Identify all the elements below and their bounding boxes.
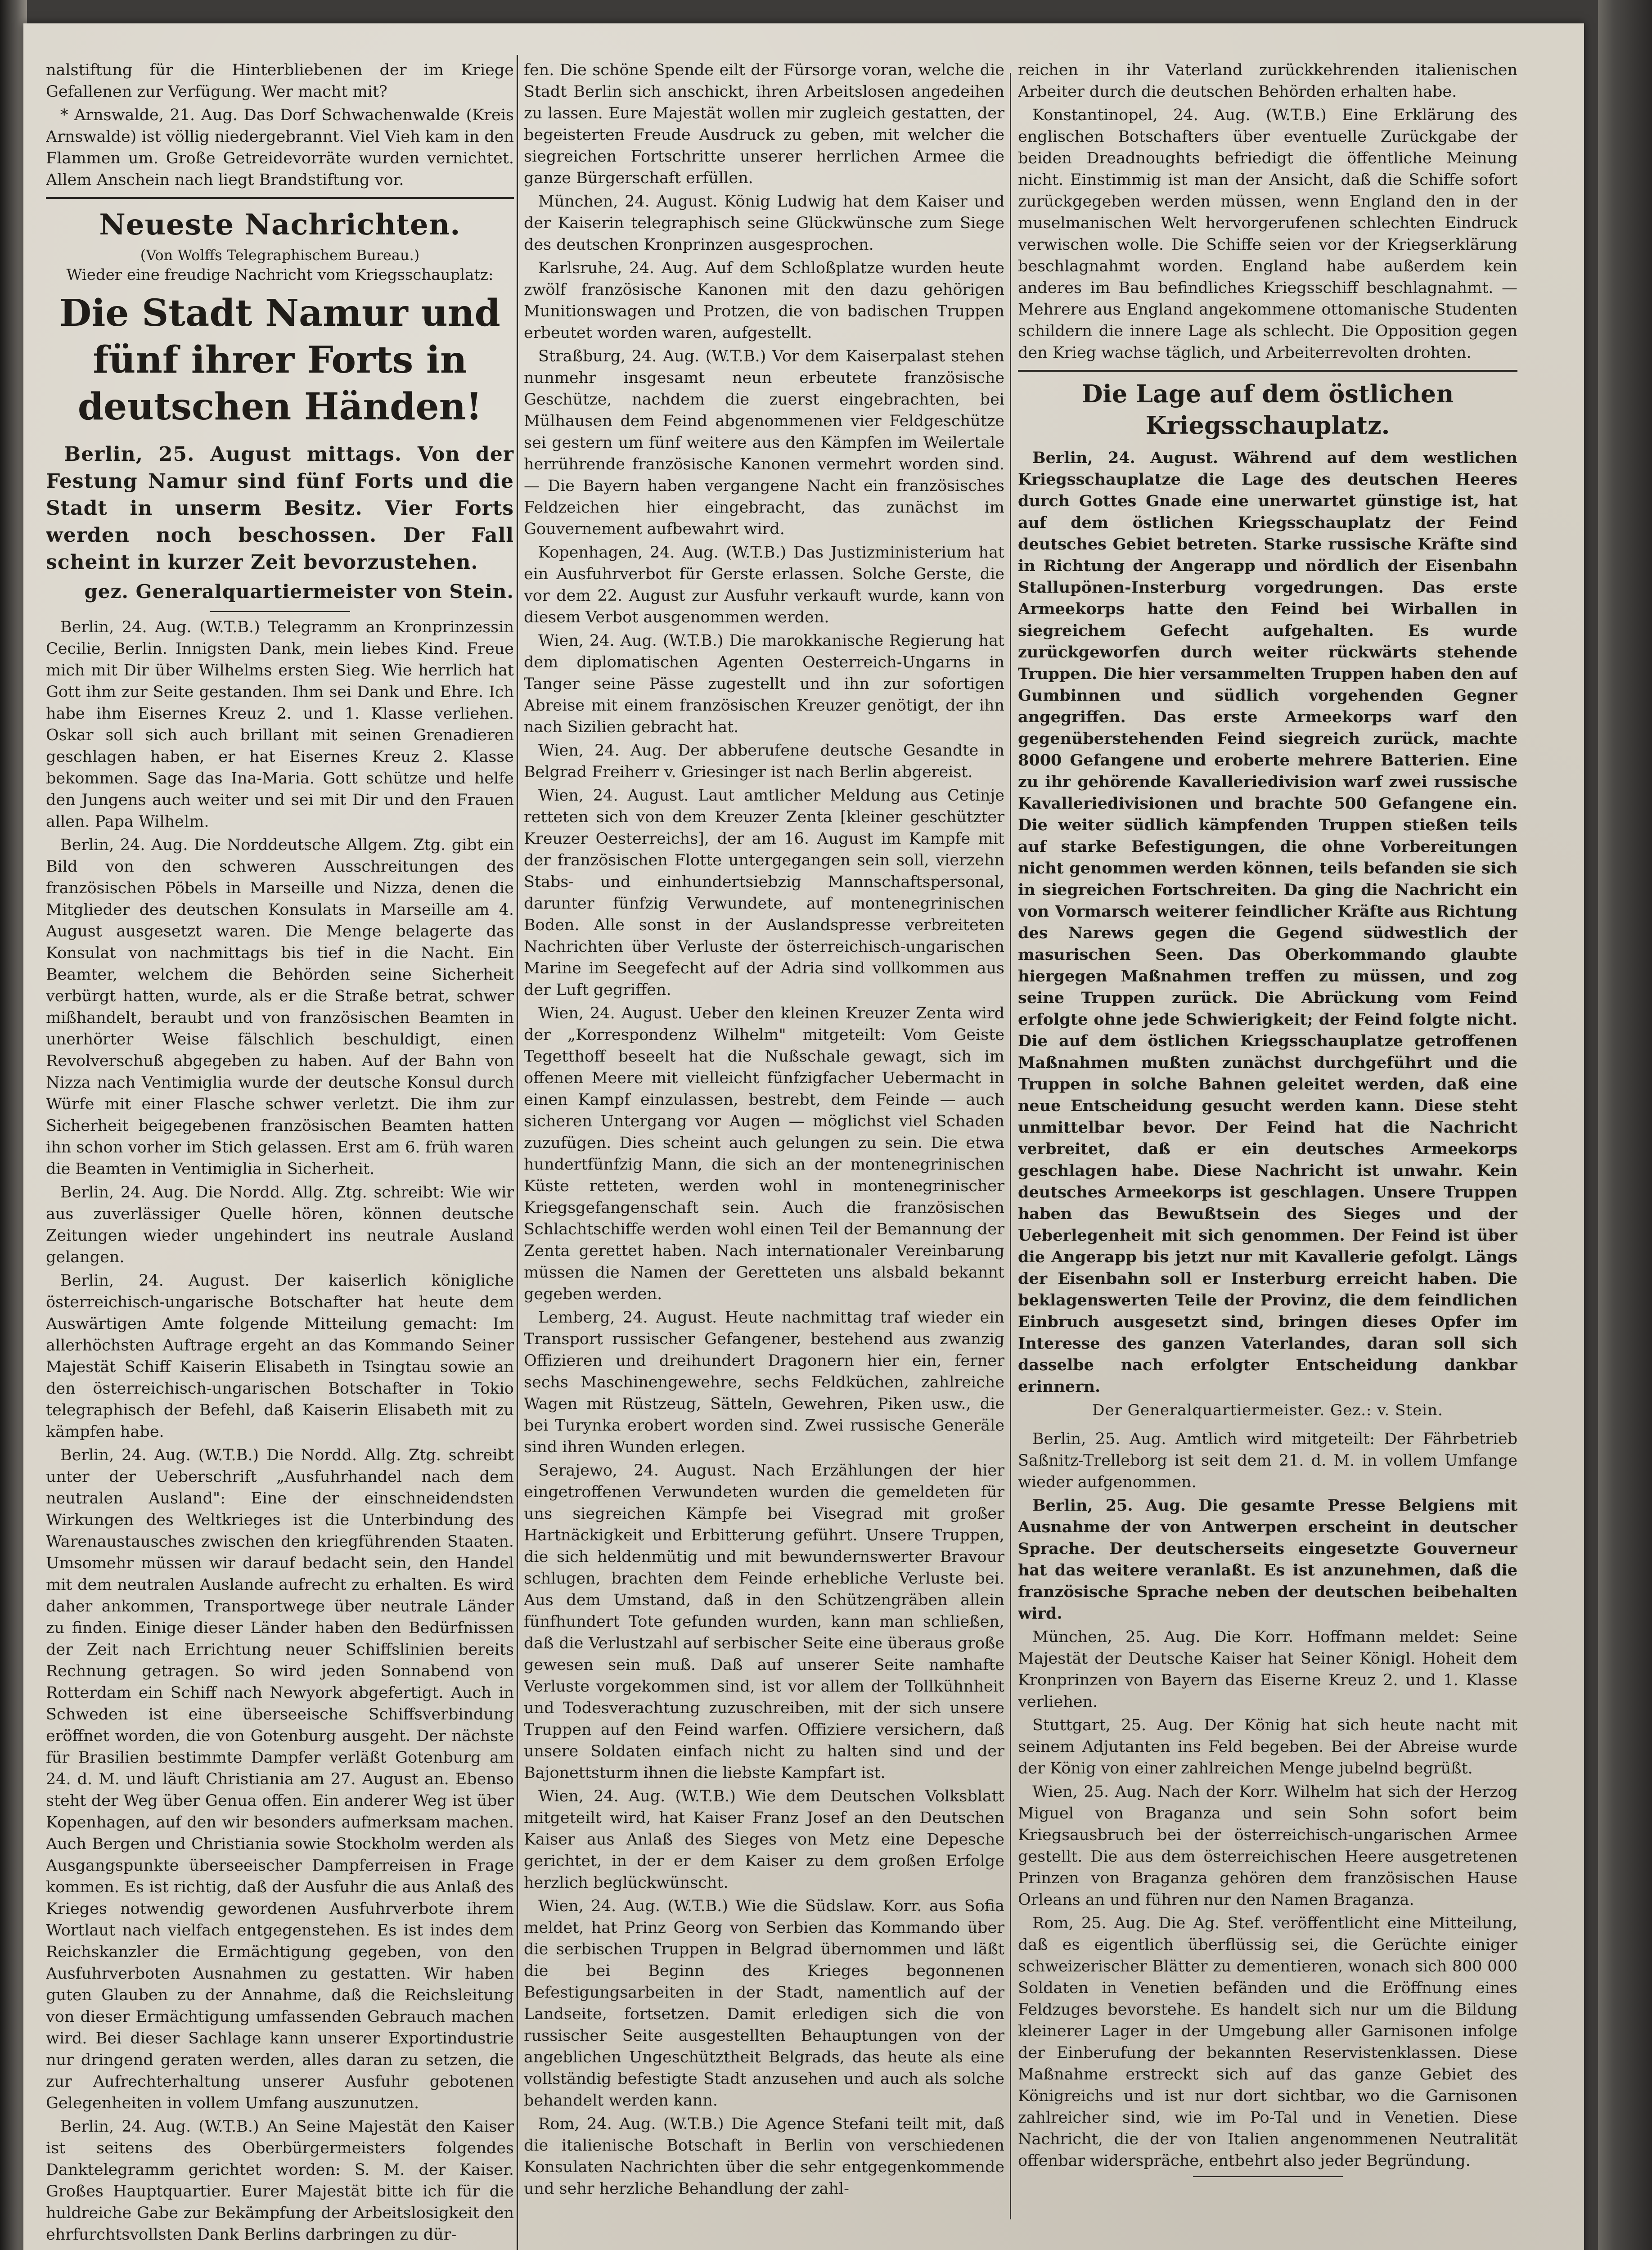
- column-3: [1018, 59, 1517, 2250]
- short-divider: [210, 611, 350, 612]
- article-paragraph: * Arnswalde, 21. Aug. Das Dorf Schwachenwalde (Kreis Arnswalde) ist völlig niedergebrannt. Viel Vieh kam in den Flammen um. Große Getreidevorräte wurden vernichtet. Allem Anschein nach liegt Brandstiftung vor.: [46, 106, 514, 189]
- article-paragraph: Rom, 24. Aug. (W.T.B.) Die Agence Stefani teilt mit, daß die italienische Botschaft in Berlin von verschiedenen Konsulaten Nachrichten über die sehr entgegenkommende und sehr herzliche Behandlung der zahl-: [524, 2115, 1004, 2198]
- article-paragraph: Wien, 24. Aug. Der abberufene deutsche Gesandte in Belgrad Freiherr v. Griesinger ist nach Berlin abgereist.: [524, 742, 1004, 781]
- column-1: [46, 59, 514, 2250]
- article-paragraph: Berlin, 24. Aug. (W.T.B.) An Seine Majestät den Kaiser ist seitens des Oberbürgermeisters folgendes Danktelegramm gerichtet worden: S. M. der Kaiser. Großes Hauptquartier. Eurer Majestät bitte ich für die huldreiche Gabe zur Bekämpfung der Arbeitslosigkeit den ehrfurchtsvollsten Dank Berlins darbringen zu dür-: [46, 2118, 514, 2244]
- section-source: (Von Wolffs Telegraphischem Bureau.): [140, 247, 420, 264]
- column-rule-1: [517, 55, 518, 2250]
- scan-right-edge: [1598, 0, 1652, 2250]
- section-title: Neueste Nachrichten.: [99, 208, 461, 242]
- column-2: [524, 59, 1004, 2250]
- article-paragraph: Stuttgart, 25. Aug. Der König hat sich heute nacht mit seinem Adjutanten ins Feld begeben. Bei der Abreise wurde der König von einer zahlreichen Menge jubelnd begrüßt.: [1018, 1716, 1517, 1778]
- article-paragraph: Berlin, 24. Aug. (W.T.B.) Die Nordd. Allg. Ztg. schreibt unter der Ueberschrift „Ausfuhrhandel nach dem neutralen Ausland": Eine der einschneidendsten Wirkungen des Weltkrieges ist die Unterbindung des Warenaustausches zwischen den kriegführenden Staaten. Umsomehr müssen wir darauf bedacht sein, den Handel mit dem neutralen Auslande aufrecht zu erhalten. Es wird daher ankommen, Transportwege über neutrale Länder zu finden. Einige dieser Länder haben den Bedürfnissen der Zeit nach Errichtung neuer Schiffslinien bereits Rechnung getragen. So wird jeden Sonnabend von Rotterdam ein Schiff nach Newyork abgefertigt. Auch in Schweden ist eine überseeische Schiffsverbindung eröffnet worden, die von Gotenburg ausgeht. Der nächste für Brasilien bestimmte Dampfer verläßt Gotenburg am 24. d. M. und läuft Christiania am 27. August an. Ebenso steht der Weg über Genua offen. Ein anderer Weg ist über Kopenhagen, auf den wir besonders aufmerksam machen. Auch Bergen und Christiania sowie Stockholm werden als Ausgangspunkte überseeischer Dampferreisen in Frage kommen. Es ist richtig, daß der Ausfuhr die aus Anlaß des Krieges notwendig gewordenen Ausfuhrverbote ihrem Wortlaut nach vielfach entgegenstehen. Es ist indes dem Reichskanzler die Ermächtigung gegeben, von den Ausfuhrverboten Ausnahmen zu gestatten. Wir haben guten Glauben zu der Annahme, daß die Reichsleitung von dieser Ermächtigung umfassenden Gebrauch machen wird. Bei dieser Sachlage kann unserer Exportindustrie nur dringend geraten werden, alles daran zu setzen, die zur Aufrechterhaltung unserer Ausfuhr gebotenen Gelegenheiten in vollem Umfang auszunutzen.: [46, 1446, 514, 2112]
- article-paragraph: Lemberg, 24. August. Heute nachmittag traf wieder ein Transport russischer Gefangener, bestehend aus zwanzig Offizieren und dreihundert Dragonern hier ein, ferner sechs Maschinengewehre, sechs Feldküchen, zahlreiche Wagen mit Rüstzeug, Sätteln, Gewehren, Piken usw., die bei Turynka erobert worden sind. Zwei russische Generäle sind ihren Wunden erlegen.: [524, 1309, 1004, 1456]
- article-paragraph: Kopenhagen, 24. Aug. (W.T.B.) Das Justizministerium hat ein Ausfuhrverbot für Gerste erlassen. Solche Gerste, die vor dem 22. August zur Ausfuhr verkauft wurde, kann von diesem Verbot ausgenommen werden.: [524, 544, 1004, 626]
- bulletin-text: Berlin, 25. August mittags. Von der Festung Namur sind fünf Forts und die Stadt in unserm Besitz. Vier Forts werden noch beschossen. Der Fall scheint in kurzer Zeit bevorzustehen.: [46, 443, 514, 574]
- section-title-east: Die Lage auf dem östlichen Kriegsschauplatz.: [1081, 379, 1454, 440]
- newspaper-page: [23, 23, 1584, 2250]
- report-paragraph: Berlin, 24. August. Während auf dem westlichen Kriegsschauplatze die Lage des deutschen Heeres durch Gottes Gnade eine unerwartet günstige ist, hat auf dem östlichen Kriegsschauplatz der Feind deutsches Gebiet betreten. Starke russische Kräfte sind in Richtung der Angerapp und nördlich der Eisenbahn Stallupönen-Insterburg vorgedrungen. Das erste Armeekorps hatte den Feind bei Wirballen in siegreichem Gefecht aufgehalten. Es wurde zurückgeworfen durch weiter rückwärts stehende Truppen. Die hier versammelten Truppen haben den auf Gumbinnen und südlich vorgehenden Gegner angegriffen. Das erste Armeekorps warf den gegenüberstehenden Feind siegreich zurück, machte 8000 Gefangene und eroberte mehrere Batterien. Eine zu ihr gehörende Kavalleriedivision warf zwei russische Kavalleriedivisionen und brachte 500 Gefangene ein. Die weiter südlich kämpfenden Truppen stießen teils auf starke Befestigungen, die ohne Vorbereitungen nicht genommen werden können, teils befanden sie sich in siegreichen Fortschreiten. Da ging die Nachricht ein von Vormarsch weiterer feindlicher Kräfte aus Richtung des Narews gegen die Gegend südwestlich der masurischen Seen. Das Oberkommando glaubte hiergegen Maßnahmen treffen zu müssen, und zog seine Truppen zurück. Die Abrückung vom Feind erfolgte ohne jede Schwierigkeit; der Feind folgte nicht. Die auf dem östlichen Kriegsschauplatze getroffenen Maßnahmen mußten zunächst durchgeführt und die Truppen in solche Bahnen geleitet werden, daß eine neue Entscheidung gesucht werden kann. Diese steht unmittelbar bevor. Der Feind hat die Nachricht verbreitet, daß er ein deutsches Armeekorps geschlagen habe. Diese Nachricht ist unwahr. Kein deutsches Armeekorps ist geschlagen. Unsere Truppen haben das Bewußtsein des Sieges und der Ueberlegenheit mit sich genommen. Der Feind ist über die Angerapp bis jetzt nur mit Kavallerie gefolgt. Längs der Eisenbahn soll er Insterburg erreicht haben. Die beklagenswerten Teile der Provinz, die dem feindlichen Einbruch ausgesetzt sind, bringen dieses Opfer im Interesse des ganzen Vaterlandes, daran soll sich dasselbe nach erfolgter Entscheidung dankbar erinnern.: [1018, 449, 1517, 1396]
- article-paragraph: Rom, 25. Aug. Die Ag. Stef. veröffentlicht eine Mitteilung, daß es eigentlich überflüssig sei, die Gerüchte einiger schweizerischer Blätter zu dementieren, wonach sich 800 000 Soldaten in Venetien befänden und die Eröffnung eines Feldzuges bevorstehe. Es handelt sich nur um die Bildung kleinerer Lager in der Umgebung aller Garnisonen infolge der Einberufung der bekannten Reservistenklassen. Diese Maßnahme erstreckt sich auf das ganze Gebiet des Königreichs und ist nur dort sichtbar, wo die Garnisonen zahlreicher sind, wie im Po-Tal und in Venetien. Diese Nachricht, die der von Italien angenommenen Neutralität offenbar widerspräche, entbehrt also jeder Begründung.: [1018, 1914, 1517, 2170]
- article-paragraph: München, 24. August. König Ludwig hat dem Kaiser und der Kaiserin telegraphisch seine Glückwünsche zum Siege des deutschen Kronprinzen ausgesprochen.: [524, 193, 1004, 254]
- main-headline: Die Stadt Namur und fünf ihrer Forts in deutschen Händen!: [59, 292, 500, 428]
- article-paragraph: reichen in ihr Vaterland zurückkehrenden italienischen Arbeiter durch die deutschen Behörden erhalten habe.: [1018, 61, 1517, 101]
- article-paragraph: Berlin, 25. Aug. Die gesamte Presse Belgiens mit Ausnahme der von Antwerpen erscheint in deutscher Sprache. Der deutscherseits eingesetzte Gouverneur hat das weitere veranlaßt. Es ist anzunehmen, daß die französische Sprache neben der deutschen beibehalten wird.: [1018, 1496, 1517, 1623]
- article-paragraph: Wien, 24. Aug. (W.T.B.) Wie die Südslaw. Korr. aus Sofia meldet, hat Prinz Georg von Serbien das Kommando über die serbischen Truppen in Belgrad übernommen und läßt die bei Beginn des Krieges begonnenen Befestigungsarbeiten in der Stadt, namentlich auf der Landseite, fortsetzen. Damit erledigen sich die von russischer Seite ausgestellten Behauptungen von der angeblichen Ungeschütztheit Belgrads, das heute als eine vollständig befestigte Stadt anzusehen und auch als solche behandelt werden kann.: [524, 1897, 1004, 2110]
- section-divider: [1018, 370, 1517, 372]
- article-paragraph: München, 25. Aug. Die Korr. Hoffmann meldet: Seine Majestät der Deutsche Kaiser hat Seiner Königl. Hoheit dem Kronprinzen von Bayern das Eiserne Kreuz 2. und 1. Klasse verliehen.: [1018, 1628, 1517, 1711]
- article-paragraph: Wien, 24. Aug. (W.T.B.) Wie dem Deutschen Volksblatt mitgeteilt wird, hat Kaiser Franz Josef an den Deutschen Kaiser aus Anlaß des Sieges von Metz eine Depesche gerichtet, in der er dem Kaiser zu dem großen Erfolge herzlich beglückwünscht.: [524, 1787, 1004, 1892]
- section-intro: Wieder eine freudige Nachricht vom Kriegsschauplatz:: [66, 266, 494, 284]
- article-paragraph: Straßburg, 24. Aug. (W.T.B.) Vor dem Kaiserpalast stehen nunmehr insgesamt neun erbeutete französische Geschütze, nachdem die zuerst eingebrachten, bei Mülhausen dem Feind abgenommenen vier Feldgeschütze sei gestern um fünf weitere aus den Kämpfen im Weilertale herrührende französische Kanonen vermehrt worden sind. — Die Bayern haben vergangene Nacht ein französisches Feldzeichen hier eingebracht, das zunächst im Gouvernement aufbewahrt wird.: [524, 347, 1004, 538]
- article-paragraph: Wien, 25. Aug. Nach der Korr. Wilhelm hat sich der Herzog Miguel von Braganza und sein Sohn sofort beim Kriegsausbruch bei der österreichisch-ungarischen Armee gestellt. Die aus dem österreichischen Heere ausgetretenen Prinzen von Braganza gehören dem französischen Hause Orleans an und führen nur den Namen Braganza.: [1018, 1783, 1517, 1909]
- article-paragraph: Berlin, 25. Aug. Amtlich wird mitgeteilt: Der Fährbetrieb Saßnitz-Trelleborg ist seit dem 21. d. M. in vollem Umfange wieder aufgenommen.: [1018, 1430, 1517, 1491]
- article-paragraph: Karlsruhe, 24. Aug. Auf dem Schloßplatze wurden heute zwölf französische Kanonen mit den dazu gehörigen Munitionswagen und Protzen, die von badischen Truppen erbeutet worden waren, aufgestellt.: [524, 259, 1004, 342]
- article-paragraph: Wien, 24. Aug. (W.T.B.) Die marokkanische Regierung hat dem diplomatischen Agenten Oesterreich-Ungarns in Tanger seine Pässe zugestellt und ihn zur sofortigen Abreise mit einem französischen Kreuzer genötigt, der ihn nach Sizilien gebracht hat.: [524, 632, 1004, 736]
- report-signature: Der Generalquartiermeister. Gez.: v. Stein.: [1092, 1401, 1443, 1419]
- article-paragraph: Serajewo, 24. August. Nach Erzählungen der hier eingetroffenen Verwundeten wurden die gemeldeten für uns siegreichen Kämpfe bei Visegrad mit großer Hartnäckigkeit und Erbitterung geführt. Unsere Truppen, die sich heldenmütig und mit bewundernswerter Bravour schlugen, brachten dem Feinde erhebliche Verluste bei. Aus dem Umstand, daß in den Schützengräben allein fünfhundert Tote gefunden wurden, kann man schließen, daß die Verlustzahl auf serbischer Seite eine überaus große gewesen sein muß. Daß auf unserer Seite namhafte Verluste vorgekommen sind, ist vor allem der Tollkühnheit und Todesverachtung zuzuschreiben, mit der sich unsere Truppen auf den Feind warfen. Offiziere versichern, daß unsere Soldaten einfach nicht zu halten sind und der Bajonettsturm ihnen die liebste Kampfart ist.: [524, 1462, 1004, 1782]
- article-paragraph: Berlin, 24. August. Der kaiserlich königliche österreichisch-ungarische Botschafter hat heute dem Auswärtigen Amte folgende Mitteilung gemacht: Im allerhöchsten Auftrage ergeht an das Kommando Seiner Majestät Schiff Kaiserin Elisabeth in Tsingtau sowie an den österreichisch-ungarischen Botschafter in Tokio telegraphisch der Befehl, daß Kaiserin Elisabeth mit zu kämpfen habe.: [46, 1272, 514, 1441]
- article-paragraph: Berlin, 24. Aug. Die Nordd. Allg. Ztg. schreibt: Wie wir aus zuverlässiger Quelle hören, können deutsche Zeitungen wieder ungehindert ins neutrale Ausland gelangen.: [46, 1184, 514, 1266]
- article-paragraph: Wien, 24. August. Laut amtlicher Meldung aus Cetinje retteten sich von dem Kreuzer Zenta [kleiner geschützter Kreuzer Oesterreichs], der am 16. August im Kampfe mit der französischen Flotte untergegangen sein soll, vierzehn Stabs- und einhundertsiebzig Mannschaftspersonal, darunter fünfzig Verwundete, auf montenegrinischen Boden. Alle sonst in der Auslandspresse verbreiteten Nachrichten über Verluste der österreichisch-ungarischen Marine im Seegefecht auf der Adria sind vollkommen aus der Luft gegriffen.: [524, 787, 1004, 999]
- bulletin-signature: gez. Generalquartiermeister von Stein.: [84, 580, 514, 603]
- article-paragraph: Berlin, 24. Aug. (W.T.B.) Telegramm an Kronprinzessin Cecilie, Berlin. Innigsten Dank, mein liebes Kind. Freue mich mit Dir über Wilhelms ersten Sieg. Wie herrlich hat Gott ihm zur Seite gestanden. Ihm sei Dank und Ehre. Ich habe ihm Eisernes Kreuz 2. und 1. Klasse verliehen. Oskar soll sich auch brillant mit seinen Grenadieren geschlagen haben, er hat Eisernes Kreuz 2. Klasse bekommen. Sage das Ina-Maria. Gott schütze und helfe den Jungens auch weiter und sei mit Dir und den Frauen allen. Papa Wilhelm.: [46, 618, 514, 831]
- article-paragraph: nalstiftung für die Hinterbliebenen der im Kriege Gefallenen zur Verfügung. Wer macht mit?: [46, 61, 514, 101]
- section-divider: [46, 197, 514, 199]
- article-paragraph: Berlin, 24. Aug. Die Norddeutsche Allgem. Ztg. gibt ein Bild von den schweren Ausschreitungen des französischen Pöbels in Marseille und Nizza, denen die Mitglieder des deutschen Konsulats in Marseille am 4. August ausgesetzt waren. Die Menge belagerte das Konsulat von nachmittags bis tief in die Nacht. Ein Beamter, welchem die Behörden seine Sicherheit verbürgt hatten, wurde, als er die Straße betrat, schwer mißhandelt, beraubt und von französischen Beamten in unerhörter Weise fälschlich beschuldigt, einen Revolverschuß abgegeben zu haben. Auf der Bahn von Nizza nach Ventimiglia wurde der deutsche Konsul durch Würfe mit einer Flasche schwer verletzt. Die ihm zur Sicherheit beigegebenen französischen Beamten hatten ihn schon vorher im Stich gelassen. Erst am 6. früh waren die Beamten in Ventimiglia in Sicherheit.: [46, 836, 514, 1178]
- article-paragraph: fen. Die schöne Spende eilt der Fürsorge voran, welche die Stadt Berlin sich anschickt, ihren Arbeitslosen angedeihen zu lassen. Eure Majestät wollen mir zugleich gestatten, der begeisterten Freude Ausdruck zu geben, mit welcher die siegreichen Fortschritte unserer herrlichen Armee die ganze Bürgerschaft erfüllen.: [524, 61, 1004, 187]
- end-divider: [1193, 2176, 1343, 2177]
- article-paragraph: Konstantinopel, 24. Aug. (W.T.B.) Eine Erklärung des englischen Botschafters über eventuelle Zurückgabe der beiden Dreadnoughts befriedigt die öffentliche Meinung nicht. Einstimmig ist man der Ansicht, daß die Schiffe sofort zurückgegeben werden müssen, wenn England den in der muselmanischen Welt hervorgerufenen schlechten Eindruck verwischen wolle. Die Schiffe seien vor der Kriegserklärung beschlagnahmt worden. England habe außerdem kein anderes im Bau befindliches Kriegsschiff beschlagnahmt. — Mehrere aus England angekommene ottomanische Studenten schildern die innere Lage als schlecht. Die Opposition gegen den Krieg wachse täglich, und Arbeiterrevolten drohten.: [1018, 106, 1517, 362]
- scan-left-edge: [0, 0, 27, 2250]
- article-paragraph: Wien, 24. August. Ueber den kleinen Kreuzer Zenta wird der „Korrespondenz Wilhelm" mitgeteilt: Vom Geiste Tegetthoff beseelt hat die Nußschale gewagt, sich im offenen Meere mit vielleicht fünfzigfacher Uebermacht in einen Kampf einzulassen, bestrebt, dem Feinde — auch sicheren Untergang vor Augen — möglichst viel Schaden zuzufügen. Dies scheint auch gelungen zu sein. Die etwa hundertfünfzig Mann, die sich an der montenegrinischen Küste retteten, werden wohl in montenegrinischer Kriegsgefangenschaft sein. Auch die französischen Schlachtschiffe werden wohl einen Teil der Bemannung der Zenta gerettet haben. Nach internationaler Vereinbarung müssen die Namen der Geretteten uns alsbald bekannt gegeben werden.: [524, 1004, 1004, 1303]
- column-rule-2: [1010, 73, 1011, 2219]
